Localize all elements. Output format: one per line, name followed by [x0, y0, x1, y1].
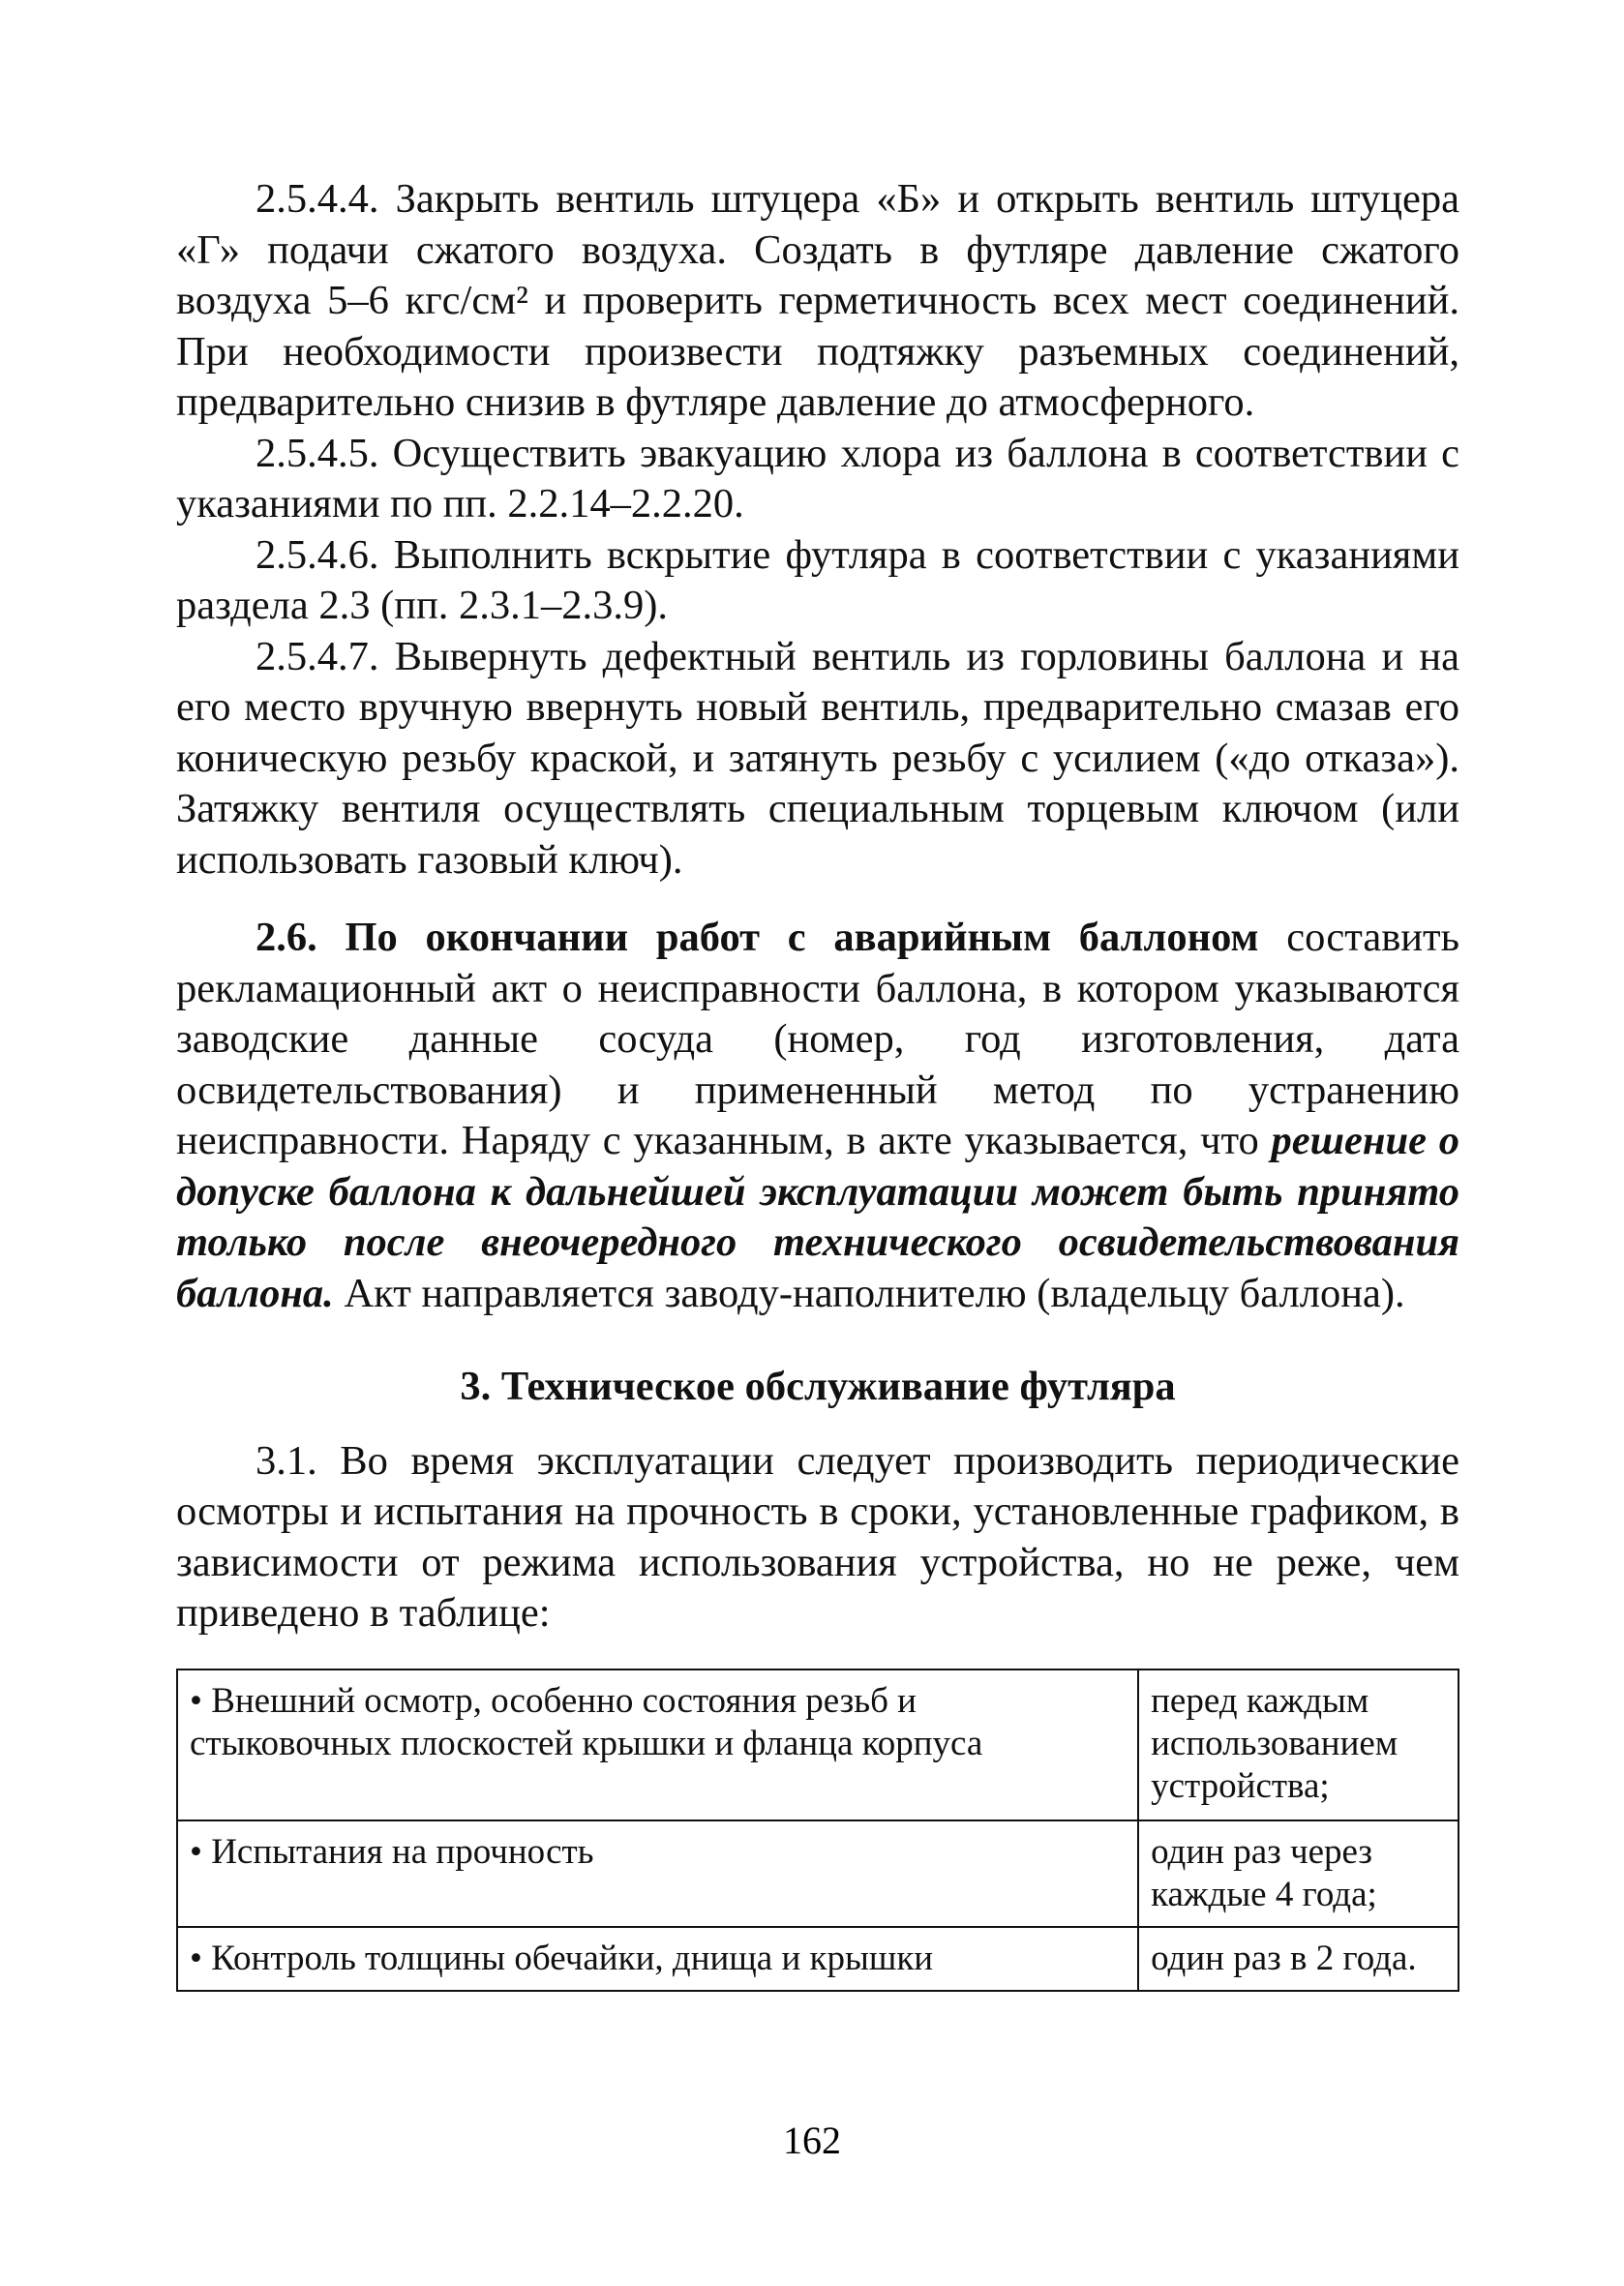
paragraph-2-6-emphasis: решение о допуске баллона к дальнейшей эксплуатации может быть принято только после внеочередного технического освидетельствования баллона. [176, 1118, 1459, 1316]
paragraph-2-5-4-6: 2.5.4.6. Выполнить вскрытие футляра в соответствии с указаниями раздела 2.3 (пп. 2.3.1–2.3.9). [176, 531, 1459, 628]
paragraph-3-1: 3.1. Во время эксплуатации следует производить периодические осмотры и испытания на прочность в сроки, установленные графиком, в зависимости от режима использования устройства, но не реже, чем приведено в таблице: [176, 1437, 1459, 1636]
page-number: 162 [783, 2119, 841, 2162]
paragraph-2-6-lead: 2.6. По окончании работ с аварийным баллоном [256, 915, 1259, 960]
table-cell-period: перед каждым использованием устройства; [1138, 1669, 1459, 1820]
paragraph-2-5-4-7: 2.5.4.7. Вывернуть дефектный вентиль из горловины баллона и на его место вручную ввернуть новый вентиль, предварительно смазав его коническую резьбу краской, и затянуть резьбу с усилием («до отказа»). Затяжку вентиля осуществлять специальным торцевым ключом (или использовать газовый ключ). [176, 633, 1459, 883]
section-3-heading: 3. Техническое обслуживание футляра [460, 1364, 1176, 1409]
table-cell-item: • Внешний осмотр, особенно состояния резьб и стыковочных плоскостей крышки и фланца корпуса [177, 1669, 1138, 1820]
paragraph-2-5-4-4: 2.5.4.4. Закрыть вентиль штуцера «Б» и открыть вентиль штуцера «Г» подачи сжатого воздуха. Создать в футляре давление сжатого воздуха 5–6 кгс/см² и проверить герметичность всех мест соединений. При необходимости произвести подтяжку разъемных соединений, предварительно снизив в футляре давление до атмосферного. [176, 176, 1459, 425]
paragraph-2-5-4-5: 2.5.4.5. Осуществить эвакуацию хлора из баллона в соответствии с указаниями по пп. 2.2.14–2.2.20. [176, 430, 1459, 526]
paragraph-2-6-text2: Акт направляется заводу-наполнителю (владельцу баллона). [333, 1270, 1405, 1316]
table-row [177, 1820, 1459, 1927]
table-cell-period: один раз через каждые 4 года; [1138, 1820, 1459, 1927]
paragraph-2-6-text1: составить рекламационный акт о неисправности баллона, в котором указываются заводские данные сосуда (номер, год изготовления, дата освидетельствования) и примененный метод по устранению неисправности. Наряду с указанным, в акте указывается, что [176, 915, 1460, 1163]
table-cell-item: • Контроль толщины обечайки, днища и крышки [177, 1927, 1138, 1991]
page-body [176, 174, 1459, 1992]
table-row [177, 1669, 1459, 1820]
paragraph-2-6 [176, 913, 1459, 1319]
maintenance-schedule-table [176, 1669, 1459, 1992]
table-cell-period: один раз в 2 года. [1138, 1927, 1459, 1991]
table-row [177, 1927, 1459, 1991]
table-cell-item: • Испытания на прочность [177, 1820, 1138, 1927]
